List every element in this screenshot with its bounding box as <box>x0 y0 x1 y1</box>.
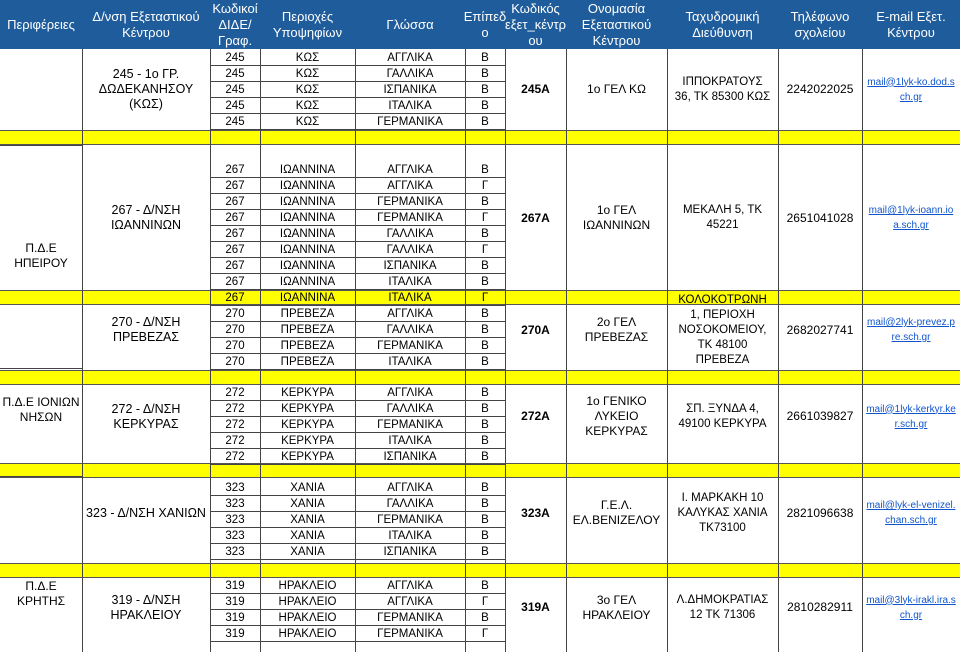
area-name: ΧΑΝΙΑ <box>290 514 325 526</box>
level: Β <box>481 451 489 463</box>
area-name: ΗΡΑΚΛΕΙΟ <box>278 612 337 624</box>
level: Β <box>481 340 489 352</box>
school-phone: 2682027741 <box>786 322 854 337</box>
center-email[interactable]: mail@lyk-el-venizel.chan.sch.gr <box>866 500 956 526</box>
level: Γ <box>481 628 489 640</box>
area-name: ΚΕΡΚΥΡΑ <box>281 451 334 463</box>
office-code: 267 <box>225 244 245 256</box>
office-code: 245 <box>225 100 245 112</box>
column-gridline <box>778 49 779 652</box>
level: Β <box>481 419 489 431</box>
header-cell: Ταχυδρομική Διεύθυνση <box>685 8 760 40</box>
header-cell: Περιφέρειες <box>7 16 75 32</box>
center-name: Γ.Ε.Λ. ΕΛ.ΒΕΝΙΖΕΛΟΥ <box>572 498 661 527</box>
row-gridline <box>210 641 505 642</box>
row-gridline <box>210 464 505 465</box>
language: ΙΤΑΛΙΚΑ <box>388 356 432 368</box>
center-email[interactable]: mail@1lyk-ko.dod.sch.gr <box>867 76 955 103</box>
school-phone: 2242022025 <box>786 82 854 96</box>
office-code: 267 <box>225 180 245 192</box>
language: ΓΕΡΜΑΝΙΚΑ <box>377 212 443 224</box>
language: ΓΕΡΜΑΝΙΚΑ <box>377 419 443 431</box>
center-email[interactable]: mail@1lyk-ioann.ioa.sch.gr <box>868 205 954 231</box>
region-separator <box>0 145 82 146</box>
level: Β <box>481 612 489 624</box>
area-name: ΙΩΑΝΝΙΝΑ <box>279 196 336 208</box>
office-code: 319 <box>225 612 245 624</box>
area-name: ΚΩΣ <box>295 100 320 112</box>
school-phone: 2661039827 <box>786 409 854 423</box>
language: ΙΤΑΛΙΚΑ <box>388 292 432 304</box>
language: ΙΣΠΑΝΙΚΑ <box>383 451 437 463</box>
center-email[interactable]: mail@1lyk-kerkyr.ker.sch.gr <box>866 403 956 430</box>
column-gridline <box>566 49 567 652</box>
office-code: 323 <box>225 546 245 558</box>
level: Β <box>481 116 489 128</box>
language: ΓΑΛΛΙΚΑ <box>386 244 434 256</box>
postal-address: Ι. ΜΑΡΚΑΚΗ 10 ΚΑΛΥΚΑΣ ΧΑΝΙΑ ΤΚ73100 <box>677 491 768 534</box>
directorate-name: 319 - Δ/ΝΣΗ ΗΡΑΚΛΕΙΟΥ <box>110 592 182 622</box>
language: ΓΕΡΜΑΝΙΚΑ <box>377 196 443 208</box>
area-name: ΗΡΑΚΛΕΙΟ <box>278 596 337 608</box>
column-gridline <box>505 49 506 652</box>
language: ΓΕΡΜΑΝΙΚΑ <box>377 514 443 526</box>
center-code: 245Α <box>521 82 550 96</box>
language: ΙΤΑΛΙΚΑ <box>388 435 432 447</box>
office-code: 319 <box>225 596 245 608</box>
language: ΑΓΓΛΙΚΑ <box>387 52 433 64</box>
area-name: ΧΑΝΙΑ <box>290 498 325 510</box>
area-name: ΚΩΣ <box>295 52 320 64</box>
header-cell: Κωδικοί ΔΙΔΕ/Γραφ. <box>212 0 258 48</box>
center-email[interactable]: mail@3lyk-irakl.ira.sch.gr <box>866 594 956 621</box>
language: ΑΓΓΛΙΚΑ <box>387 580 433 592</box>
row-gridline <box>210 559 505 560</box>
postal-address: ΣΠ. ΞΥΝΔΑ 4, 49100 ΚΕΡΚΥΡΑ <box>678 402 767 430</box>
language: ΙΤΑΛΙΚΑ <box>388 530 432 542</box>
level: Β <box>481 260 489 272</box>
header-cell: Ονομασία Εξεταστικού Κέντρου <box>581 0 652 48</box>
level: Β <box>481 530 489 542</box>
column-gridline <box>260 49 261 652</box>
level: Β <box>481 68 489 80</box>
level: Β <box>481 580 489 592</box>
column-gridline <box>465 49 466 652</box>
office-code: 267 <box>225 292 245 304</box>
level: Β <box>481 164 489 176</box>
office-code: 267 <box>225 196 245 208</box>
area-name: ΗΡΑΚΛΕΙΟ <box>278 628 337 640</box>
language: ΙΣΠΑΝΙΚΑ <box>383 260 437 272</box>
center-code: 323Α <box>521 505 550 520</box>
center-name: 3ο ΓΕΛ ΗΡΑΚΛΕΙΟΥ <box>582 592 651 622</box>
office-code: 245 <box>225 116 245 128</box>
level: Β <box>481 498 489 510</box>
area-name: ΚΕΡΚΥΡΑ <box>281 403 334 415</box>
level: Γ <box>481 596 489 608</box>
office-code: 245 <box>225 52 245 64</box>
language: ΑΓΓΛΙΚΑ <box>387 164 433 176</box>
column-gridline <box>82 49 83 652</box>
office-code: 323 <box>225 498 245 510</box>
area-name: ΧΑΝΙΑ <box>290 530 325 542</box>
office-code: 323 <box>225 530 245 542</box>
office-code: 270 <box>225 324 245 336</box>
level: Β <box>481 196 489 208</box>
area-name: ΚΩΣ <box>295 116 320 128</box>
area-name: ΠΡΕΒΕΖΑ <box>280 356 335 368</box>
area-name: ΙΩΑΝΝΙΝΑ <box>279 228 336 240</box>
language: ΑΓΓΛΙΚΑ <box>387 596 433 608</box>
center-code: 319Α <box>521 600 550 614</box>
region-label: Π.Δ.Ε ΗΠΕΙΡΟΥ <box>14 241 68 270</box>
header-cell: Δ/νση Εξεταστικού Κέντρου <box>92 8 200 40</box>
center-name: 1ο ΓΕΛ ΙΩΑΝΝΙΝΩΝ <box>582 203 651 232</box>
directorate-name: 270 - Δ/ΝΣΗ ΠΡΕΒΕΖΑΣ <box>111 315 181 344</box>
area-name: ΙΩΑΝΝΙΝΑ <box>279 276 336 288</box>
directorate-name: 272 - Δ/ΝΣΗ ΚΕΡΚΥΡΑΣ <box>111 401 181 431</box>
office-code: 319 <box>225 628 245 640</box>
column-gridline <box>667 49 668 652</box>
language: ΓΑΛΛΙΚΑ <box>386 68 434 80</box>
office-code: 270 <box>225 356 245 368</box>
level: Β <box>481 308 489 320</box>
center-code: 270Α <box>521 322 550 337</box>
office-code: 267 <box>225 276 245 288</box>
language: ΓΕΡΜΑΝΙΚΑ <box>377 340 443 352</box>
level: Β <box>481 356 489 368</box>
postal-address: ΚΟΛΟΚΟΤΡΩΝΗ 1, ΠΕΡΙΟΧΗ ΝΟΣΟΚΟΜΕΙΟΥ, ΤΚ 48100 ΠΡΕΒΕΖΑ <box>678 293 767 366</box>
language: ΓΑΛΛΙΚΑ <box>386 498 434 510</box>
office-code: 267 <box>225 228 245 240</box>
directorate-name: 245 - 1ο ΓΡ. ΔΩΔΕΚΑΝΗΣΟΥ (ΚΩΣ) <box>98 67 194 111</box>
office-code: 272 <box>225 451 245 463</box>
language: ΓΑΛΛΙΚΑ <box>386 228 434 240</box>
language: ΑΓΓΛΙΚΑ <box>387 387 433 399</box>
center-name: 2ο ΓΕΛ ΠΡΕΒΕΖΑΣ <box>584 315 649 344</box>
school-phone: 2810282911 <box>787 600 853 614</box>
region-label: Π.Δ.Ε ΚΡΗΤΗΣ <box>16 579 66 608</box>
postal-address: Λ.ΔΗΜΟΚΡΑΤΙΑΣ 12 ΤΚ 71306 <box>676 593 769 621</box>
level: Γ <box>481 212 489 224</box>
language: ΓΑΛΛΙΚΑ <box>386 324 434 336</box>
level: Β <box>481 228 489 240</box>
level: Β <box>481 84 489 96</box>
level: Β <box>481 100 489 112</box>
area-name: ΧΑΝΙΑ <box>290 482 325 494</box>
center-code: 272Α <box>521 409 550 423</box>
header-cell: Τηλέφωνο σχολείου <box>790 8 850 40</box>
level: Β <box>481 324 489 336</box>
directorate-name: 267 - Δ/ΝΣΗ ΙΩΑΝΝΙΝΩΝ <box>110 203 182 232</box>
column-gridline <box>862 49 863 652</box>
area-name: ΙΩΑΝΝΙΝΑ <box>279 180 336 192</box>
center-name: 1ο ΓΕΝΙΚΟ ΛΥΚΕΙΟ ΚΕΡΚΥΡΑΣ <box>585 394 648 438</box>
language: ΓΕΡΜΑΝΙΚΑ <box>377 628 443 640</box>
language: ΓΕΡΜΑΝΙΚΑ <box>377 612 443 624</box>
language: ΑΓΓΛΙΚΑ <box>387 180 433 192</box>
school-phone: 2651041028 <box>786 210 854 225</box>
area-name: ΠΡΕΒΕΖΑ <box>280 340 335 352</box>
region-separator <box>0 368 82 369</box>
row-gridline <box>210 129 505 130</box>
school-phone: 2821096638 <box>786 505 854 520</box>
level: Β <box>481 403 489 415</box>
level: Β <box>481 387 489 399</box>
area-name: ΗΡΑΚΛΕΙΟ <box>278 580 337 592</box>
office-code: 272 <box>225 387 245 399</box>
level: Β <box>481 546 489 558</box>
header-cell: E-mail Εξετ. Κέντρου <box>876 8 946 40</box>
language: ΓΕΡΜΑΝΙΚΑ <box>377 116 443 128</box>
office-code: 270 <box>225 340 245 352</box>
header-cell: Περιοχές Υποψηφίων <box>272 8 343 40</box>
office-code: 245 <box>225 84 245 96</box>
area-name: ΚΩΣ <box>295 68 320 80</box>
header-cell: Γλώσσα <box>386 16 434 32</box>
office-code: 323 <box>225 482 245 494</box>
separator-band <box>0 130 960 145</box>
directorate-name: 323 - Δ/ΝΣΗ ΧΑΝΙΩΝ <box>86 505 206 520</box>
area-name: ΚΕΡΚΥΡΑ <box>281 435 334 447</box>
level: Γ <box>481 244 489 256</box>
office-code: 323 <box>225 514 245 526</box>
level: Β <box>481 514 489 526</box>
level: Γ <box>481 180 489 192</box>
office-code: 267 <box>225 164 245 176</box>
area-name: ΙΩΑΝΝΙΝΑ <box>279 260 336 272</box>
postal-address: ΜΕΚΑΛΗ 5, ΤΚ 45221 <box>682 204 763 231</box>
row-gridline <box>210 369 505 370</box>
language: ΑΓΓΛΙΚΑ <box>387 308 433 320</box>
level: Β <box>481 435 489 447</box>
language: ΙΤΑΛΙΚΑ <box>388 100 432 112</box>
language: ΙΣΠΑΝΙΚΑ <box>383 546 437 558</box>
level: Β <box>481 52 489 64</box>
column-gridline <box>355 49 356 652</box>
level: Β <box>481 276 489 288</box>
header-cell: Επίπεδ ο <box>463 8 507 40</box>
office-code: 270 <box>225 308 245 320</box>
area-name: ΚΕΡΚΥΡΑ <box>281 419 334 431</box>
language: ΙΣΠΑΝΙΚΑ <box>383 84 437 96</box>
area-name: ΧΑΝΙΑ <box>290 546 325 558</box>
office-code: 319 <box>225 580 245 592</box>
language: ΙΤΑΛΙΚΑ <box>388 276 432 288</box>
level: Γ <box>481 292 489 304</box>
area-name: ΠΡΕΒΕΖΑ <box>280 324 335 336</box>
office-code: 245 <box>225 68 245 80</box>
area-name: ΙΩΑΝΝΙΝΑ <box>279 212 336 224</box>
language: ΑΓΓΛΙΚΑ <box>387 482 433 494</box>
center-code: 267Α <box>521 210 550 225</box>
center-name: 1ο ΓΕΛ ΚΩ <box>587 82 646 96</box>
header-cell: Κωδικός εξετ_κέντρ ου <box>504 0 567 48</box>
area-name: ΙΩΑΝΝΙΝΑ <box>279 292 336 304</box>
area-name: ΙΩΑΝΝΙΝΑ <box>279 244 336 256</box>
office-code: 272 <box>225 419 245 431</box>
column-gridline <box>210 49 211 652</box>
region-label: Π.Δ.Ε ΙΟΝΙΩΝ ΝΗΣΩΝ <box>2 395 80 424</box>
language: ΓΑΛΛΙΚΑ <box>386 403 434 415</box>
office-code: 272 <box>225 403 245 415</box>
area-name: ΠΡΕΒΕΖΑ <box>280 308 335 320</box>
region-separator <box>0 476 82 477</box>
center-email[interactable]: mail@2lyk-prevez.pre.sch.gr <box>867 317 955 343</box>
area-name: ΚΩΣ <box>295 84 320 96</box>
area-name: ΙΩΑΝΝΙΝΑ <box>279 164 336 176</box>
area-name: ΚΕΡΚΥΡΑ <box>281 387 334 399</box>
postal-address: ΙΠΠΟΚΡΑΤΟΥΣ 36, ΤΚ 85300 ΚΩΣ <box>674 75 771 103</box>
office-code: 272 <box>225 435 245 447</box>
office-code: 267 <box>225 212 245 224</box>
level: Β <box>481 482 489 494</box>
office-code: 267 <box>225 260 245 272</box>
